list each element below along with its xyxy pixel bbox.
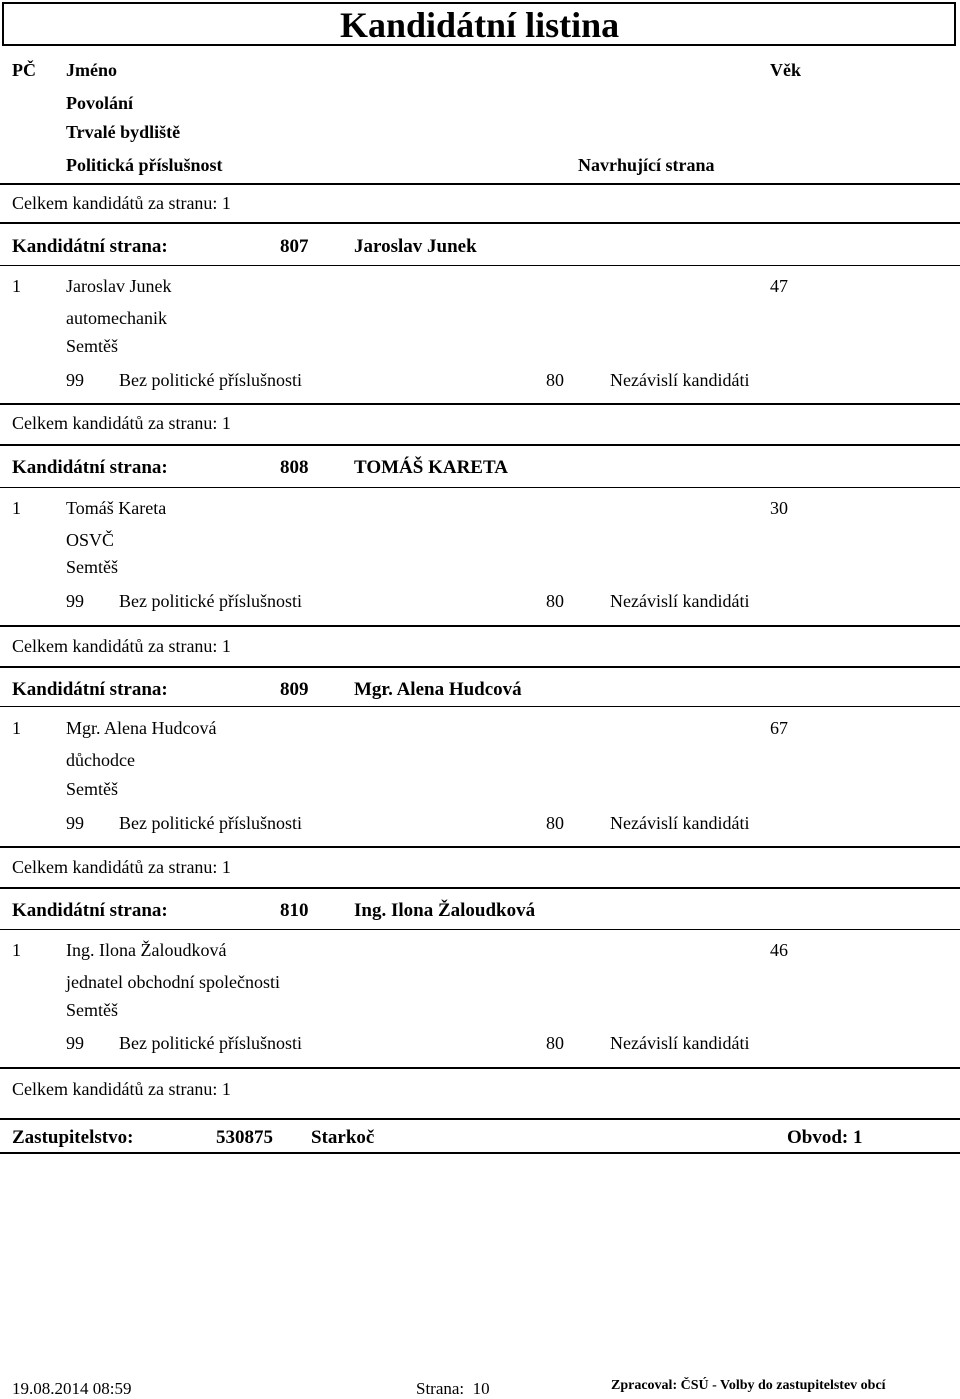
candidate-prop: Nezávislí kandidáti — [610, 370, 750, 390]
candidate-prop-code: 80 — [546, 813, 564, 833]
candidate-pc: 1 — [12, 940, 21, 960]
section-divider — [0, 706, 960, 707]
candidate-affil-code: 99 — [66, 370, 84, 390]
party-total: Celkem kandidátů za stranu: 1 — [12, 413, 231, 433]
candidate-affil: Bez politické příslušnosti — [119, 370, 302, 390]
party-section-809 — [0, 666, 960, 888]
section-rule-bottom — [0, 403, 960, 405]
party-label: Kandidátní strana: — [12, 236, 168, 257]
header-navrhujici: Navrhující strana — [578, 155, 715, 175]
candidate-age: 47 — [770, 276, 788, 296]
party-label: Kandidátní strana: — [12, 679, 168, 700]
page-title: Kandidátní listina — [340, 5, 620, 45]
header-jmeno: Jméno — [66, 60, 117, 80]
candidate-age: 46 — [770, 940, 788, 960]
candidate-affil-code: 99 — [66, 591, 84, 611]
candidate-prop-code: 80 — [546, 1033, 564, 1053]
candidate-pc: 1 — [12, 498, 21, 518]
candidate-name: Jaroslav Junek — [66, 276, 172, 296]
candidate-prop-code: 80 — [546, 591, 564, 611]
candidate-affil-code: 99 — [66, 1033, 84, 1053]
party-name: TOMÁŠ KARETA — [354, 457, 508, 478]
section-rule-bottom — [0, 1067, 960, 1069]
candidate-age: 67 — [770, 718, 788, 738]
candidate-name: Tomáš Kareta — [66, 498, 167, 518]
party-number: 807 — [280, 236, 309, 257]
candidate-affil-code: 99 — [66, 813, 84, 833]
footer-page: Strana: 10 — [416, 1379, 490, 1398]
candidate-affil: Bez politické příslušnosti — [119, 1033, 302, 1053]
party-section-808 — [0, 444, 960, 666]
candidate-occupation: jednatel obchodní společnosti — [66, 972, 280, 992]
zastupitelstvo-code: 530875 — [216, 1127, 273, 1148]
party-number: 809 — [280, 679, 309, 700]
header-pc: PČ — [12, 60, 36, 80]
candidate-prop: Nezávislí kandidáti — [610, 813, 750, 833]
footer-processed: Zpracoval: ČSÚ - Volby do zastupitelstev obcí — [611, 1378, 886, 1393]
candidate-affil: Bez politické příslušnosti — [119, 813, 302, 833]
candidate-age: 30 — [770, 498, 788, 518]
candidate-prop-code: 80 — [546, 370, 564, 390]
candidate-residence: Semtěš — [66, 779, 118, 799]
section-divider — [0, 265, 960, 266]
candidate-prop: Nezávislí kandidáti — [610, 1033, 750, 1053]
candidate-name: Ing. Ilona Žaloudková — [66, 940, 227, 960]
zastupitelstvo-rule-top — [0, 1118, 960, 1120]
party-name: Jaroslav Junek — [354, 236, 477, 257]
candidate-occupation: OSVČ — [66, 530, 115, 550]
footer-datetime: 19.08.2014 08:59 — [12, 1379, 132, 1398]
party-total: Celkem kandidátů za stranu: 1 — [12, 636, 231, 656]
candidate-pc: 1 — [12, 276, 21, 296]
party-name: Mgr. Alena Hudcová — [354, 679, 522, 700]
party-total: Celkem kandidátů za stranu: 1 — [12, 193, 231, 213]
party-number: 808 — [280, 457, 309, 478]
party-label: Kandidátní strana: — [12, 900, 168, 921]
candidate-occupation: automechanik — [66, 308, 167, 328]
header-vek: Věk — [770, 60, 801, 80]
party-section-810 — [0, 887, 960, 1109]
candidate-residence: Semtěš — [66, 336, 118, 356]
section-divider — [0, 487, 960, 488]
candidate-occupation: důchodce — [66, 750, 135, 770]
section-rule-bottom — [0, 846, 960, 848]
candidate-name: Mgr. Alena Hudcová — [66, 718, 217, 738]
candidate-residence: Semtěš — [66, 1000, 118, 1020]
section-rule — [0, 887, 960, 889]
section-divider — [0, 929, 960, 930]
section-rule — [0, 444, 960, 446]
header-rule — [0, 183, 960, 185]
obvod-label: Obvod: 1 — [787, 1127, 863, 1148]
candidate-residence: Semtěš — [66, 557, 118, 577]
zastupitelstvo-label: Zastupitelstvo: — [12, 1127, 134, 1148]
party-total: Celkem kandidátů za stranu: 1 — [12, 1079, 231, 1099]
party-section-807 — [0, 222, 960, 444]
party-number: 810 — [280, 900, 309, 921]
section-rule — [0, 222, 960, 224]
party-name: Ing. Ilona Žaloudková — [354, 900, 536, 921]
candidate-affil: Bez politické příslušnosti — [119, 591, 302, 611]
section-rule-bottom — [0, 625, 960, 627]
header-povolani: Povolání — [66, 93, 134, 113]
header-bydliste: Trvalé bydliště — [66, 122, 181, 142]
zastupitelstvo-name: Starkoč — [311, 1127, 375, 1148]
candidate-prop: Nezávislí kandidáti — [610, 591, 750, 611]
party-label: Kandidátní strana: — [12, 457, 168, 478]
candidate-pc: 1 — [12, 718, 21, 738]
header-prislusnost: Politická příslušnost — [66, 155, 223, 175]
party-total: Celkem kandidátů za stranu: 1 — [12, 857, 231, 877]
zastupitelstvo-rule-bottom — [0, 1152, 960, 1154]
section-rule — [0, 666, 960, 668]
